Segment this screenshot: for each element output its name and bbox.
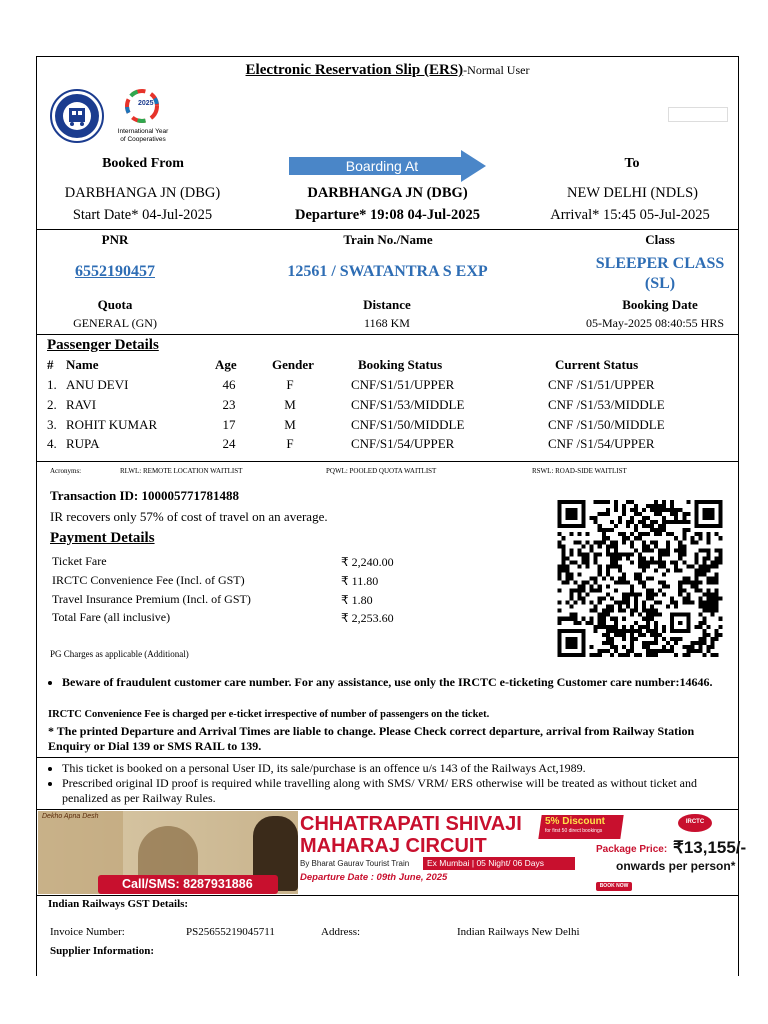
class-value-line2: (SL) bbox=[644, 275, 676, 292]
total-fare-value: ₹ 2,253.60 bbox=[341, 611, 394, 625]
ticket-fare-label: Ticket Fare bbox=[52, 554, 107, 568]
distance-value: 1168 KM bbox=[364, 316, 410, 330]
passenger-name: RUPA bbox=[66, 436, 100, 451]
passenger-name: ANU DEVI bbox=[66, 377, 129, 392]
table-row bbox=[0, 397, 768, 413]
total-fare-label: Total Fare (all inclusive) bbox=[52, 610, 171, 624]
arrival-time: Arrival* 15:45 05-Jul-2025 bbox=[550, 207, 710, 223]
train-label: Train No./Name bbox=[343, 232, 433, 247]
coop-text-line1: International Year bbox=[117, 128, 169, 135]
address-value: Indian Railways New Delhi bbox=[457, 926, 580, 938]
passenger-gender: F bbox=[286, 436, 294, 451]
indian-railways-logo bbox=[47, 88, 107, 144]
boarding-arrow bbox=[289, 150, 487, 182]
pg-charges-note: PG Charges as applicable (Additional) bbox=[50, 649, 189, 659]
passenger-gender: M bbox=[284, 397, 296, 412]
departure-time: Departure* 19:08 04-Jul-2025 bbox=[295, 207, 480, 223]
booked-from-label: Booked From bbox=[102, 156, 184, 171]
fraud-notice bbox=[48, 675, 716, 690]
booking-date-value: 05-May-2025 08:40:55 HRS bbox=[586, 316, 724, 330]
passenger-age: 23 bbox=[222, 397, 236, 412]
ad-book-now-label: BOOK NOW bbox=[599, 883, 629, 889]
passenger-age: 46 bbox=[222, 377, 236, 392]
passenger-number: 1. bbox=[47, 377, 57, 392]
passenger-booking-status: CNF/S1/54/UPPER bbox=[351, 436, 455, 451]
fraud-notice-text: • Beware of fraudulent customer care number. For any assistance, use only the IRCTC e-ticketing Customer care number:14646. bbox=[62, 675, 716, 690]
ad-discount-sub: for first 50 direct bookings bbox=[545, 828, 603, 834]
divider bbox=[36, 461, 739, 462]
passenger-booking-status: CNF/S1/50/MIDDLE bbox=[351, 417, 465, 432]
ers-title bbox=[36, 61, 739, 79]
table-row bbox=[0, 377, 768, 393]
acronym-rswl: RSWL: ROAD-SIDE WAITLIST bbox=[532, 467, 627, 475]
col-current-status: Current Status bbox=[555, 357, 639, 372]
acronyms-label: Acronyms: bbox=[50, 467, 82, 475]
passenger-current-status: CNF /S1/53/MIDDLE bbox=[548, 397, 665, 412]
passenger-number: 4. bbox=[47, 436, 57, 451]
passenger-name: ROHIT KUMAR bbox=[66, 417, 158, 432]
col-booking-status: Booking Status bbox=[358, 357, 443, 372]
cooperatives-logo bbox=[110, 88, 176, 146]
terms-list bbox=[48, 761, 722, 806]
ad-brand: Dekho Apna Desh bbox=[42, 813, 99, 820]
convenience-fee-value: ₹ 11.80 bbox=[341, 574, 379, 588]
passenger-name: RAVI bbox=[66, 397, 97, 412]
subsidy-note: IR recovers only 57% of cost of travel on an average. bbox=[50, 509, 328, 524]
ad-discount: 5% Discount bbox=[545, 816, 606, 827]
passenger-age: 17 bbox=[222, 417, 236, 432]
passenger-gender: M bbox=[284, 417, 296, 432]
class-value bbox=[575, 254, 745, 294]
passenger-age: 24 bbox=[222, 436, 236, 451]
ad-price-label: Package Price: bbox=[596, 844, 668, 855]
table-row bbox=[0, 417, 768, 433]
advertisement-banner[interactable] bbox=[38, 811, 747, 894]
convenience-fee-label: IRCTC Convenience Fee (Incl. of GST) bbox=[52, 573, 245, 587]
qr-code bbox=[557, 500, 723, 657]
terms-item: • This ticket is booked on a personal User ID, its sale/purchase is an offence u/s 143 of the Railways Act,1989. bbox=[62, 761, 722, 776]
passenger-number: 2. bbox=[47, 397, 57, 412]
acronym-pqwl: PQWL: POOLED QUOTA WAITLIST bbox=[326, 467, 437, 475]
payment-details-heading: Payment Details bbox=[50, 530, 155, 546]
insurance-label: Travel Insurance Premium (Incl. of GST) bbox=[52, 592, 251, 606]
passenger-current-status: CNF /S1/50/MIDDLE bbox=[548, 417, 665, 432]
passenger-booking-status: CNF/S1/53/MIDDLE bbox=[351, 397, 465, 412]
divider bbox=[36, 895, 739, 896]
distance-label: Distance bbox=[363, 297, 411, 312]
quota-value: GENERAL (GN) bbox=[73, 316, 157, 330]
class-label: Class bbox=[645, 232, 675, 247]
address-label: Address: bbox=[321, 926, 361, 938]
booking-date-label: Booking Date bbox=[622, 297, 698, 312]
quota-label: Quota bbox=[97, 297, 133, 312]
coop-year: 2025 bbox=[138, 100, 154, 107]
passenger-gender: F bbox=[286, 377, 294, 392]
ad-title-line1: CHHATRAPATI SHIVAJI bbox=[300, 813, 522, 835]
ers-title-suffix: -Normal User bbox=[463, 63, 530, 77]
ad-route: Ex Mumbai | 05 Night/ 06 Days bbox=[427, 858, 545, 868]
terms-item: • Prescribed original ID proof is required while travelling along with SMS/ VRM/ ERS otherwise will be treated as without ticket and penalized as per Railway Rules. bbox=[62, 776, 722, 806]
ad-departure: Departure Date : 09th June, 2025 bbox=[300, 872, 448, 883]
invoice-number: PS25655219045711 bbox=[186, 926, 275, 938]
col-gender: Gender bbox=[272, 357, 314, 372]
acronym-rlwl: RLWL: REMOTE LOCATION WAITLIST bbox=[120, 467, 243, 475]
table-row bbox=[0, 436, 768, 452]
divider bbox=[36, 757, 739, 758]
gst-heading: Indian Railways GST Details: bbox=[48, 898, 189, 910]
col-name: Name bbox=[66, 357, 99, 372]
ticket-fare-value: ₹ 2,240.00 bbox=[341, 555, 394, 569]
ad-price: ₹13,155/- bbox=[673, 838, 747, 857]
passenger-current-status: CNF /S1/51/UPPER bbox=[548, 377, 655, 392]
divider bbox=[36, 229, 739, 230]
timing-notice: * The printed Departure and Arrival Times are liable to change. Please Check correct departure, arrival from Railway Station Enquiry or Dial 139 or SMS RAIL to 139. bbox=[48, 724, 695, 753]
divider bbox=[36, 334, 739, 335]
class-value-line1: SLEEPER CLASS bbox=[595, 255, 725, 272]
divider bbox=[36, 809, 739, 810]
to-station: NEW DELHI (NDLS) bbox=[566, 185, 698, 201]
transaction-id: Transaction ID: 100005771781488 bbox=[50, 488, 239, 503]
passenger-table-header bbox=[0, 357, 768, 373]
from-station: DARBHANGA JN (DBG) bbox=[64, 185, 221, 201]
passenger-booking-status: CNF/S1/51/UPPER bbox=[351, 377, 455, 392]
blank-box bbox=[668, 107, 728, 122]
passenger-details-heading: Passenger Details bbox=[47, 337, 159, 353]
ers-title-text: Electronic Reservation Slip (ERS) bbox=[245, 62, 464, 78]
col-number: # bbox=[47, 357, 54, 372]
passenger-number: 3. bbox=[47, 417, 57, 432]
to-label: To bbox=[624, 156, 640, 171]
coop-text-line2: of Cooperatives bbox=[120, 136, 166, 143]
passenger-current-status: CNF /S1/54/UPPER bbox=[548, 436, 655, 451]
boarding-station: DARBHANGA JN (DBG) bbox=[307, 185, 468, 201]
invoice-label: Invoice Number: bbox=[50, 926, 125, 938]
coop-text bbox=[110, 128, 176, 144]
supplier-information: Supplier Information: bbox=[50, 945, 155, 957]
insurance-value: ₹ 1.80 bbox=[341, 593, 373, 607]
ad-call-number: Call/SMS: 8287931886 bbox=[122, 877, 253, 891]
train-value: 12561 / SWATANTRA S EXP bbox=[287, 263, 488, 280]
ad-title bbox=[300, 813, 522, 857]
ad-title-line2: MAHARAJ CIRCUIT bbox=[300, 835, 487, 857]
convenience-fee-notice: IRCTC Convenience Fee is charged per e-ticket irrespective of number of passengers on the ticket. bbox=[48, 709, 490, 720]
start-date: Start Date* 04-Jul-2025 bbox=[72, 207, 213, 223]
ad-price-sub: onwards per person* bbox=[616, 859, 736, 873]
ad-train: By Bharat Gaurav Tourist Train bbox=[300, 859, 410, 868]
col-age: Age bbox=[215, 357, 237, 372]
ad-irctc-text: IRCTC bbox=[685, 819, 705, 825]
boarding-at-label: Boarding At bbox=[345, 158, 419, 174]
pnr-value: 6552190457 bbox=[75, 263, 155, 280]
pnr-label: PNR bbox=[101, 232, 129, 247]
